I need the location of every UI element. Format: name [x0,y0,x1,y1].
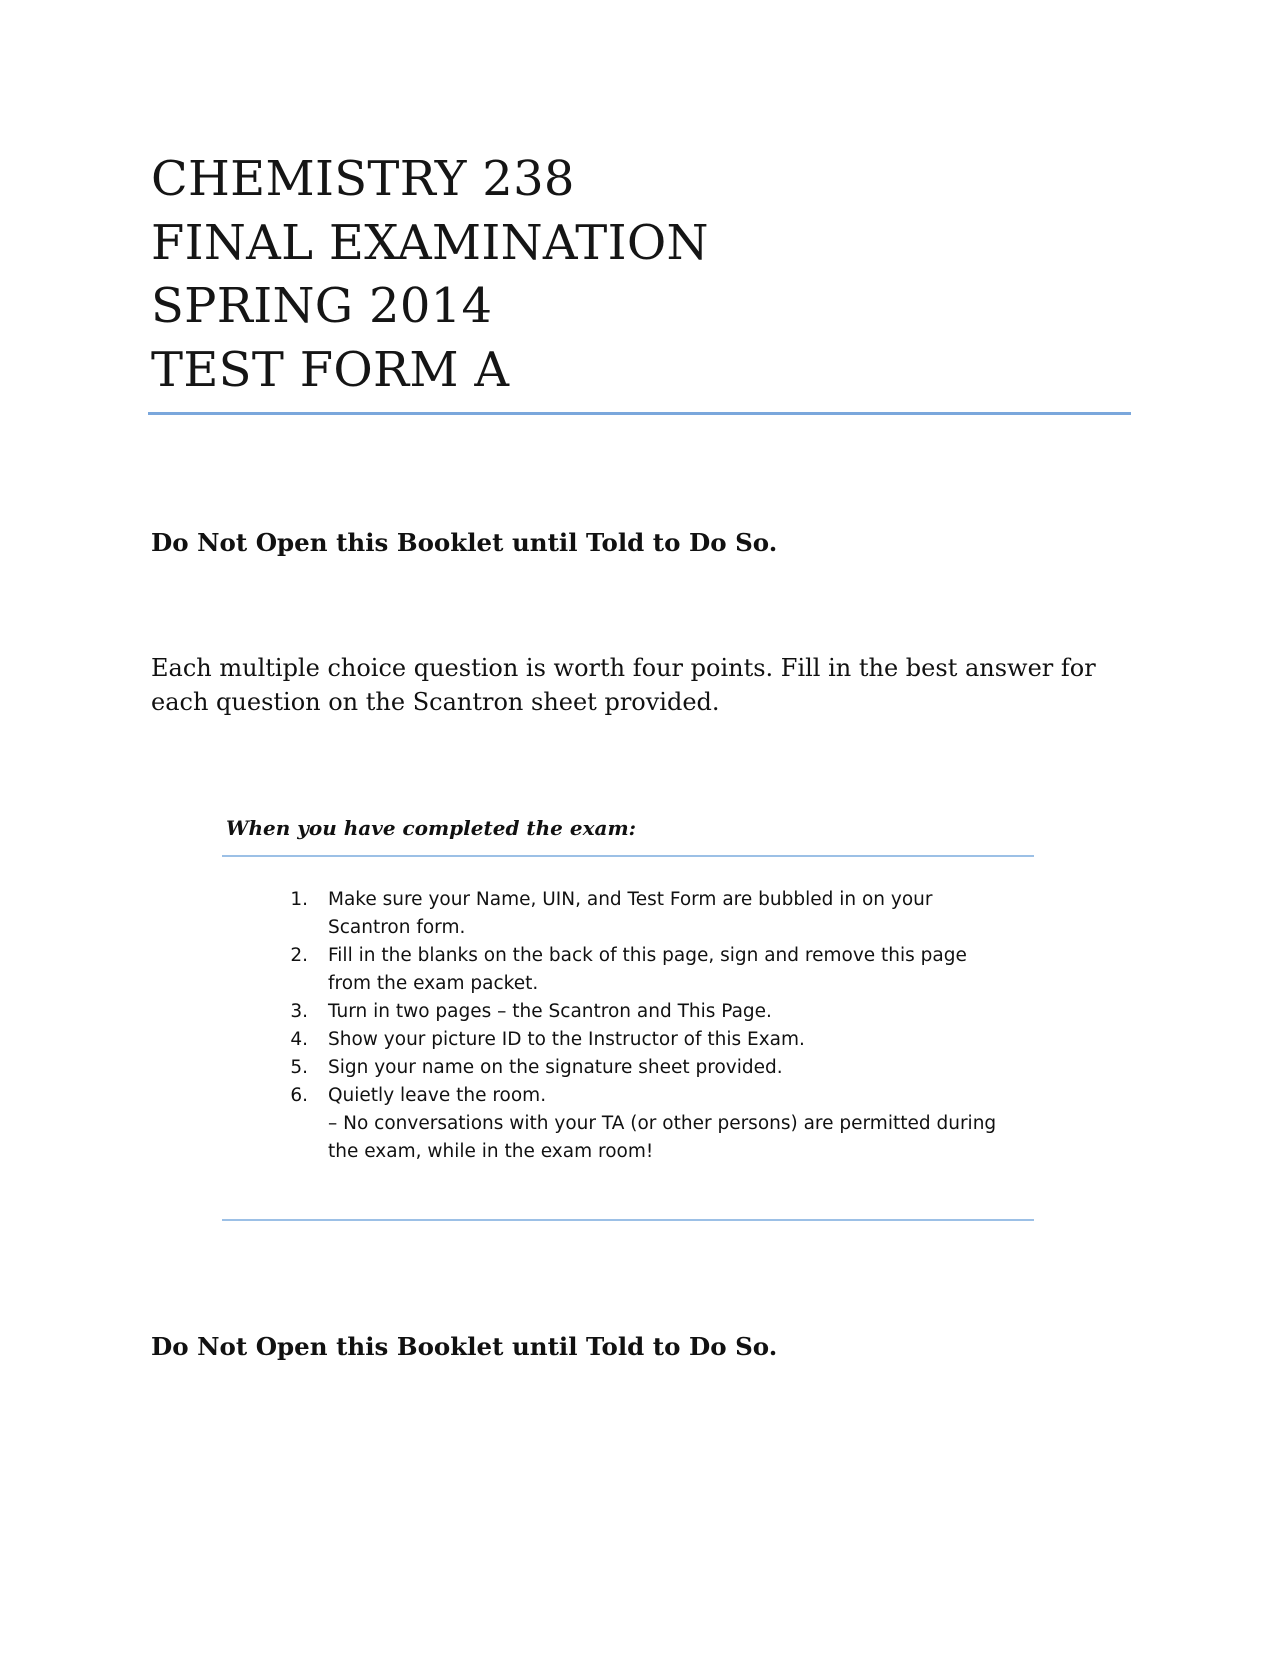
step-text: Turn in two pages – the Scantron and This Page. [328,1001,772,1022]
step-item [280,886,1000,942]
step-text: Make sure your Name, UIN, and Test Form are bubbled in on your Scantron form. [328,889,933,938]
warning-top: Do Not Open this Booklet until Told to Do So. [151,528,778,557]
step-text: Fill in the blanks on the back of this page, sign and remove this page from the exam packet. [328,945,967,994]
completion-heading: When you have completed the exam: [226,816,637,840]
step-number: 5. [290,1057,308,1078]
step-item [280,998,1000,1026]
step-number: 6. [290,1085,308,1106]
step-item [280,942,1000,998]
title-divider [148,412,1131,415]
title-line-course: CHEMISTRY 238 [151,151,575,207]
step-number: 2. [290,945,308,966]
step-text: Sign your name on the signature sheet provided. [328,1057,783,1078]
warning-bottom: Do Not Open this Booklet until Told to Do So. [151,1332,778,1361]
title-line-exam: FINAL EXAMINATION [151,214,709,271]
completion-box-bottom-rule [222,1219,1034,1221]
step-item [280,1054,1000,1082]
title-line-form: TEST FORM A [151,341,510,398]
step-number: 3. [290,1001,308,1022]
step-item [280,1026,1000,1054]
instructions-paragraph: Each multiple choice question is worth four points. Fill in the best answer for each question on the Scantron sheet provided. [151,654,1096,716]
step-text: Quietly leave the room. [328,1085,547,1106]
step-number: 4. [290,1029,308,1050]
completion-box-top-rule [222,855,1034,857]
title-line-term: SPRING 2014 [151,278,493,334]
exam-title [151,148,709,402]
completion-steps-list [280,886,1000,1166]
step-number: 1. [290,889,308,910]
step-text: Show your picture ID to the Instructor of this Exam. [328,1029,805,1050]
step-item [280,1082,1000,1166]
step-note: – No conversations with your TA (or other persons) are permitted during the exam, while in the exam room! [328,1113,997,1162]
